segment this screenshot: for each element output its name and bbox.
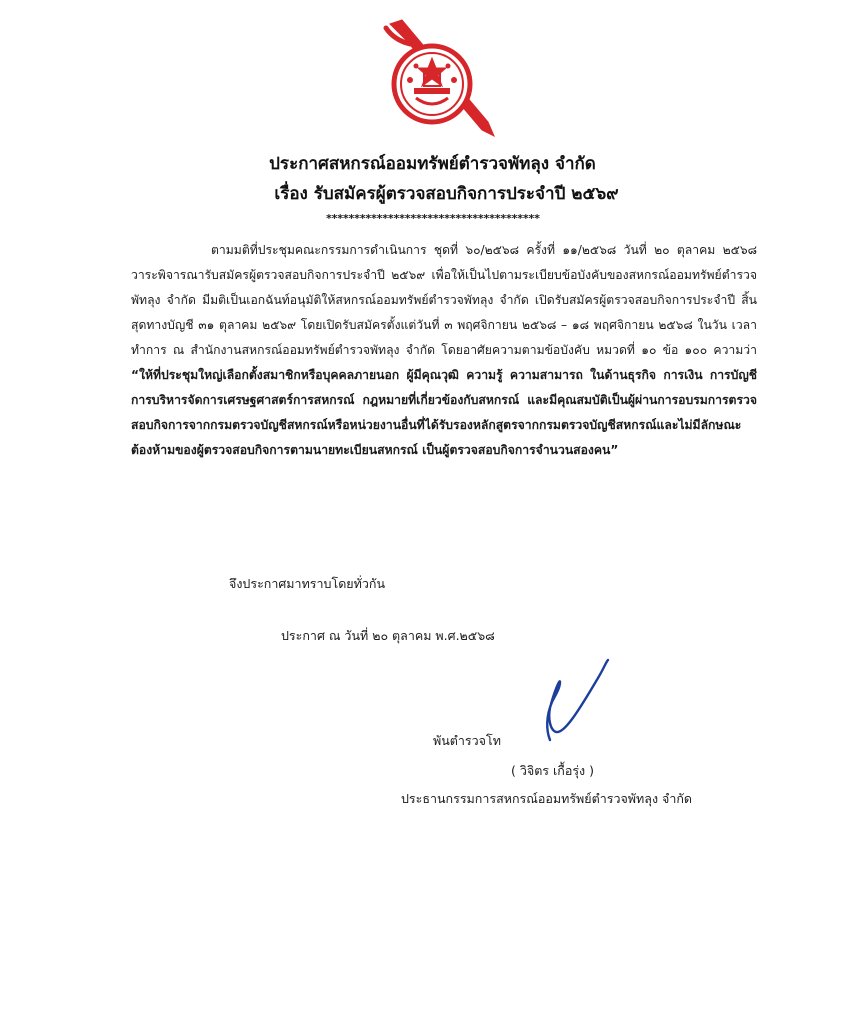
signer-rank: พันตำรวจโท — [433, 733, 501, 748]
signer-name: ( วิจิตร เกื้อรุ่ง ) — [511, 763, 595, 778]
separator-line: ************************************** — [325, 212, 540, 225]
signature-icon — [520, 652, 610, 742]
body-quote: “ให้ที่ประชุมใหญ่เลือกตั้งสมาชิกหรือบุคคลภายนอก ผู้มีคุณวุฒิ ความรู้ ความสามารถ ในด้านธุรกิจ การเงิน การบัญชี การบริหารจัดการเศรษฐศาสตร์การสหกรณ์ กฎหมายที่เกี่ยวข้องกับสหกรณ์ และมีคุณสมบัติเป็นผู้ผ่านการอบรมการตรวจสอบกิจการจากกรมตรวจบัญชีสหกรณ์หรือหน่วยงานอื่นที่ได้รับรองหลักสูตรจากกรมตรวจบัญชีสหกรณ์และไม่มีลักษณะต้องห้ามของผู้ตรวจสอบกิจการตามนายทะเบียนสหกรณ์ เป็นผู้ตรวจสอบกิจการจำนวนสองคน” — [131, 368, 757, 457]
body-text: ตามมติที่ประชุมคณะกรรมการดำเนินการ ชุดที่ ๖๐/๒๕๖๘ ครั้งที่ ๑๑/๒๕๖๘ วันที่ ๒๐ ตุลาคม ๒๕๖๘ วาระพิจารณารับสมัครผู้ตรวจสอบกิจการประจำปี ๒๕๖๙ เพื่อให้เป็นไปตามระเบียบข้อบังคับของสหกรณ์ออมทรัพย์ตำรวจพัทลุง จำกัด มีมติเป็นเอกฉันท์อนุมัติให้สหกรณ์ออมทรัพย์ตำรวจพัทลุง จำกัด เปิดรับสมัครผู้ตรวจสอบกิจการประจำปี สิ้นสุดทางบัญชี ๓๑ ตุลาคม ๒๕๖๙ โดยเปิดรับสมัครตั้งแต่วันที่ ๓ พฤศจิกายน ๒๕๖๘ – ๑๘ พฤศจิกายน ๒๕๖๘ ในวัน เวลาทำการ ณ สำนักงานสหกรณ์ออมทรัพย์ตำรวจพัทลุง จำกัด โดยอาศัยความตามข้อบังคับ หมวดที่ ๑๐ ข้อ ๑๐๐ ความว่า — [131, 243, 757, 357]
document-subject: เรื่อง รับสมัครผู้ตรวจสอบกิจการประจำปี ๒๕๖๙ — [274, 184, 619, 204]
body-paragraph — [131, 238, 757, 463]
police-cooperative-emblem-icon — [372, 18, 504, 142]
document-title: ประกาศสหกรณ์ออมทรัพย์ตำรวจพัทลุง จำกัด — [269, 154, 596, 174]
closing-line: จึงประกาศมาทราบโดยทั่วกัน — [229, 576, 386, 591]
announcement-date: ประกาศ ณ วันที่ ๒๐ ตุลาคม พ.ศ.๒๕๖๘ — [281, 628, 495, 643]
signer-position: ประธานกรรมการสหกรณ์ออมทรัพย์ตำรวจพัทลุง จำกัด — [401, 791, 693, 806]
